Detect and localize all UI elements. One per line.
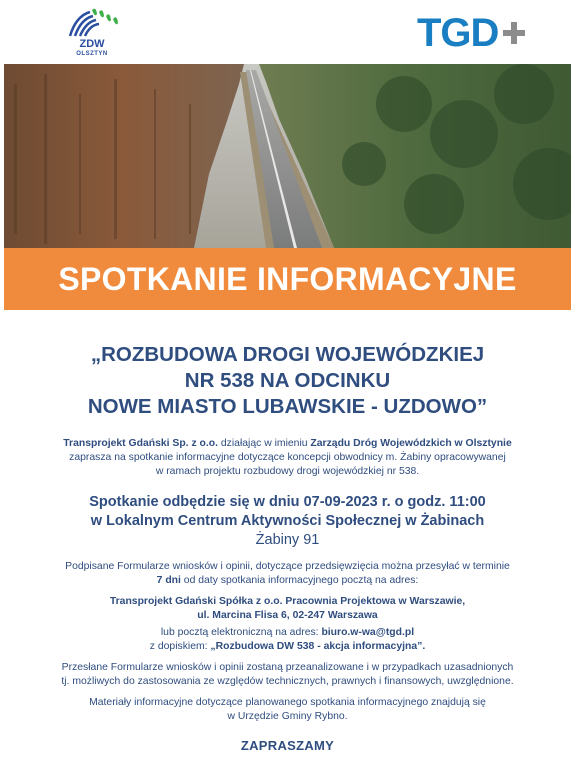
meeting-details <box>0 493 575 531</box>
project-title-line-3: NOWE MIASTO LUBAWSKIE - UZDOWO” <box>87 395 488 418</box>
note-text: „Rozbudowa DW 538 - akcja informacyjna”. <box>210 641 426 652</box>
forms-line-2 <box>0 574 575 588</box>
meeting-date-line: Spotkanie odbędzie się w dniu 07-09-2023 r. o godz. 11:00 <box>89 494 486 510</box>
email-paragraph <box>0 626 575 654</box>
email-prefix: lub pocztą elektroniczną na adres: <box>160 627 322 638</box>
intro-line-2: zaprasza na spotkanie informacyjne dotyczące koncepcji obwodnicy m. Żabiny opracowywanej <box>69 452 506 463</box>
tgd-cross-icon <box>503 22 525 44</box>
materials-line-2: w Urzędzie Gminy Rybno. <box>227 711 348 722</box>
intro-line-1 <box>0 437 575 451</box>
intro-paragraph <box>0 437 575 479</box>
materials-paragraph <box>0 696 575 724</box>
meeting-place-line: w Lokalnym Centrum Aktywności Społecznej w Żabinach <box>90 513 485 529</box>
tgd-logo-text: TGD <box>417 11 499 55</box>
postal-address-line-2: ul. Marcina Flisa 6, 02-247 Warszawa <box>197 610 378 621</box>
closing-invitation: ZAPRASZAMY <box>240 738 335 753</box>
zdw-olsztyn-logo-icon <box>66 6 138 40</box>
analysis-paragraph <box>0 661 575 689</box>
postal-address-line-1: Transprojekt Gdański Spółka z o.o. Pracownia Projektowa w Warszawie, <box>109 596 466 607</box>
project-title <box>0 342 575 420</box>
postal-address <box>0 595 575 623</box>
tgd-logo <box>417 12 525 54</box>
zdw-logo <box>66 6 138 60</box>
aerial-road-through-forest-image <box>4 64 571 248</box>
zdw-logo-city: OLSZTYN <box>76 51 108 57</box>
banner-title: SPOTKANIE INFORMACYJNE <box>58 260 517 297</box>
zdw-logo-name: ZDW <box>79 38 105 50</box>
intro-authority: Zarządu Dróg Wojewódzkich w Olsztynie <box>310 438 512 449</box>
analysis-line-2: tj. możliwych do zastosowania ze względów technicznych, prawnych i finansowych, uwzględnione. <box>61 676 514 687</box>
meeting-address: Żabiny 91 <box>255 532 320 548</box>
analysis-line-1: Przesłane Formularze wniosków i opinii zostaną przeanalizowane i w przypadkach uzasadnionych <box>61 662 514 673</box>
forms-line-2-rest: od daty spotkania informacyjnego pocztą na adres: <box>180 575 419 586</box>
note-line <box>0 640 575 654</box>
info-meeting-banner <box>4 248 571 310</box>
email-link[interactable]: biuro.w-wa@tgd.pl <box>321 627 415 638</box>
forms-paragraph <box>0 560 575 588</box>
intro-line-3: w ramach projektu rozbudowy drogi wojewódzkiej nr 538. <box>155 466 420 477</box>
header <box>0 0 575 64</box>
aerial-road-photo <box>4 64 571 248</box>
intro-acting: działając w imieniu <box>218 438 311 449</box>
email-line <box>0 626 575 640</box>
note-prefix: z dopiskiem: <box>149 641 211 652</box>
forms-days: 7 dni <box>156 575 181 586</box>
materials-line-1: Materiały informacyjne dotyczące planowanego spotkania informacyjnego znajdują się <box>89 697 486 708</box>
intro-company: Transprojekt Gdański Sp. z o.o. <box>63 438 219 449</box>
forms-line-1: Podpisane Formularze wniosków i opinii, dotyczące przedsięwzięcia można przesyłać w terminie <box>65 561 510 572</box>
project-title-line-1: „ROZBUDOWA DROGI WOJEWÓDZKIEJ <box>90 343 485 366</box>
project-title-line-2: NR 538 NA ODCINKU <box>184 369 391 392</box>
